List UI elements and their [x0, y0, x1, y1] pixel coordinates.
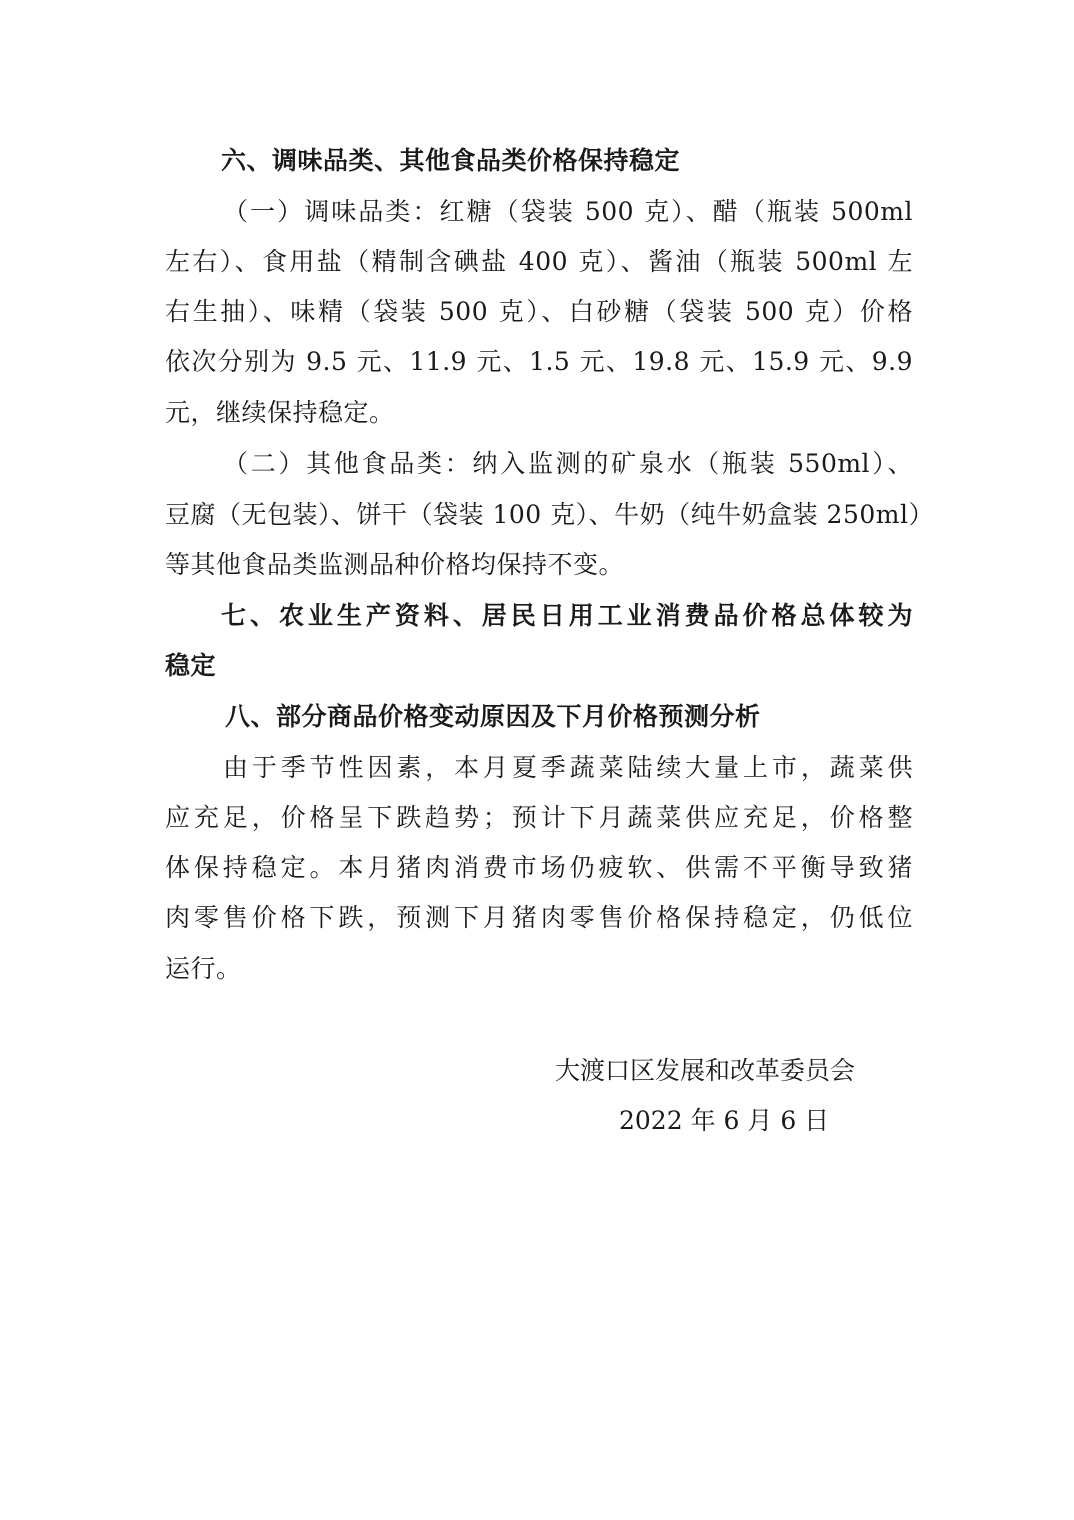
signature-date: 2022 年 6 月 6 日 [619, 1106, 830, 1135]
section-6-sub1-line-5: 元，继续保持稳定。 [165, 398, 395, 427]
signature-organization: 大渡口区发展和改革委员会 [555, 1056, 856, 1085]
section-8-para-line-3: 体保持稳定。本月猪肉消费市场仍疲软、供需不平衡导致猪 [165, 853, 913, 882]
section-7-heading-line-1: 七、农业生产资料、居民日用工业消费品价格总体较为 [221, 601, 913, 630]
section-6-sub2-line-2: 豆腐（无包装）、饼干（袋装 100 克）、牛奶（纯牛奶盒装 250ml） [165, 500, 934, 529]
section-6-heading: 六、调味品类、其他食品类价格保持稳定 [221, 146, 681, 175]
section-6-sub1-line-4: 依次分别为 9.5 元、11.9 元、1.5 元、19.8 元、15.9 元、9.9 [165, 347, 913, 376]
section-6-sub2-line-3: 等其他食品类监测品种价格均保持不变。 [165, 550, 625, 579]
section-6-sub1-line-2: 左右）、食用盐（精制含碘盐 400 克）、酱油（瓶装 500ml 左 [165, 247, 913, 276]
section-6-sub1-line-3: 右生抽）、味精（袋装 500 克）、白砂糖（袋装 500 克）价格 [165, 297, 913, 326]
section-8-para-line-4: 肉零售价格下跌，预测下月猪肉零售价格保持稳定，仍低位 [165, 903, 913, 932]
section-8-para-line-5: 运行。 [165, 954, 242, 983]
section-6-sub2-line-1: （二）其他食品类：纳入监测的矿泉水（瓶装 550ml）、 [223, 449, 913, 478]
section-8-heading: 八、部分商品价格变动原因及下月价格预测分析 [225, 702, 761, 731]
section-6-sub1-line-1: （一）调味品类：红糖（袋装 500 克）、醋（瓶装 500ml [223, 197, 913, 226]
section-8-para-line-1: 由于季节性因素，本月夏季蔬菜陆续大量上市，蔬菜供 [223, 753, 913, 782]
section-8-para-line-2: 应充足，价格呈下跌趋势；预计下月蔬菜供应充足，价格整 [165, 803, 913, 832]
section-7-heading-line-2: 稳定 [165, 651, 217, 680]
